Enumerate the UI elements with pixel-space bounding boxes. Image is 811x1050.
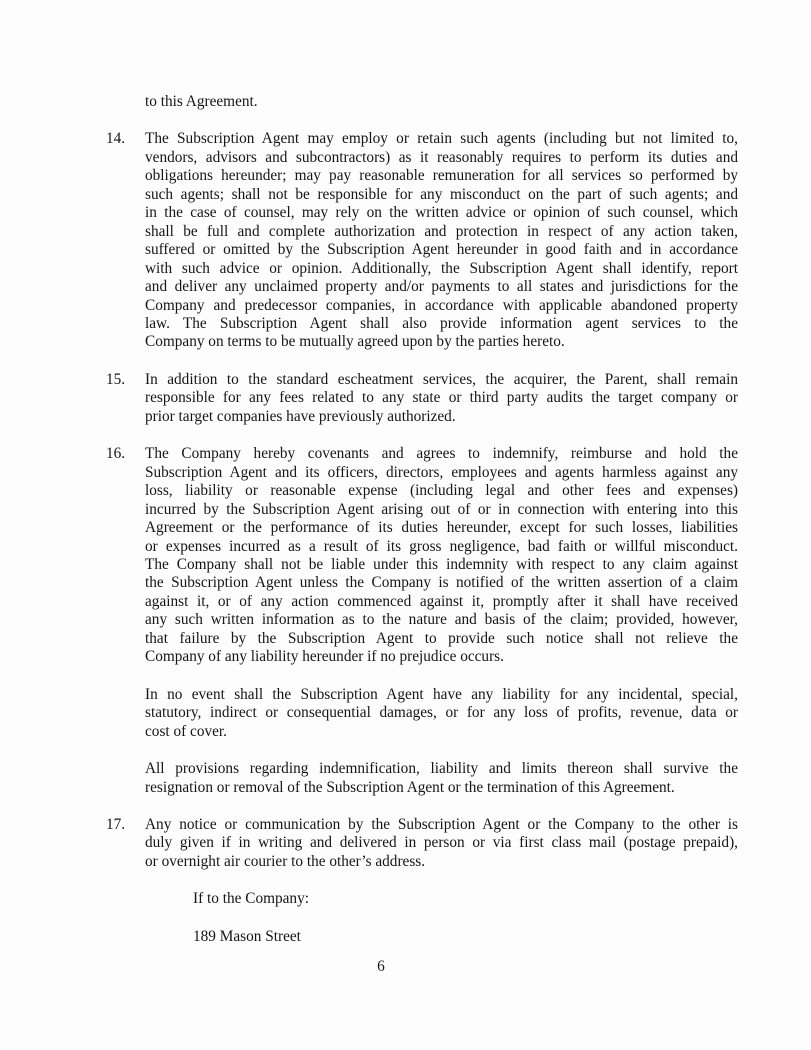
numbered-paragraph xyxy=(106,445,738,666)
paragraph-line: responsible for any fees related to any state or third party audits the target company or xyxy=(145,389,738,407)
numbered-paragraph xyxy=(106,130,738,351)
paragraph-line: Company of any liability hereunder if no prejudice occurs. xyxy=(145,648,504,666)
paragraph-body xyxy=(145,816,738,871)
paragraph-line: statutory, indirect or consequential damages, or for any loss of profits, revenue, data or xyxy=(145,704,738,722)
paragraph-line: loss, liability or reasonable expense (including legal and other fees and expenses) xyxy=(145,482,738,500)
paragraph-line: the Subscription Agent unless the Company is notified of the written assertion of a claim xyxy=(145,574,738,592)
paragraph-line: The Company hereby covenants and agrees to indemnify, reimburse and hold the xyxy=(145,445,738,463)
paragraph-body xyxy=(145,445,738,666)
paragraph-line: in the case of counsel, may rely on the written advice or opinion of such counsel, which xyxy=(145,204,738,222)
paragraph-line: Any notice or communication by the Subscription Agent or the Company to the other is xyxy=(145,815,738,833)
page-content xyxy=(106,93,738,946)
address-intro: If to the Company: xyxy=(193,890,309,908)
paragraph-line: incurred by the Subscription Agent arising out of or in connection with entering into this xyxy=(145,500,738,518)
continuation-line: to this Agreement. xyxy=(145,93,258,110)
paragraph-body xyxy=(145,371,738,426)
paragraph-number: 15. xyxy=(106,370,126,388)
paragraph-line: vendors, advisors and subcontractors) as it reasonably requires to perform its duties and xyxy=(145,148,738,166)
paragraph-number: 14. xyxy=(106,130,126,148)
paragraph-line: any such written information as to the nature and basis of the claim; provided, however, xyxy=(145,611,738,629)
page-number: 6 xyxy=(377,958,385,975)
paragraph-line: or overnight air courier to the other’s address. xyxy=(145,852,426,870)
paragraph-body xyxy=(145,686,738,741)
paragraph-number xyxy=(106,760,145,797)
sub-paragraph xyxy=(106,686,738,741)
paragraph-number: 16. xyxy=(106,445,126,463)
paragraph-body xyxy=(145,760,738,797)
paragraph-line: Company on terms to be mutually agreed upon by the parties hereto. xyxy=(145,333,565,351)
paragraph-line: shall be full and complete authorization and protection in respect of any action taken, xyxy=(145,222,738,240)
paragraph-line: prior target companies have previously authorized. xyxy=(145,407,456,425)
paragraph-line: Company and predecessor companies, in accordance with applicable abandoned property xyxy=(145,296,738,314)
address-street: 189 Mason Street xyxy=(193,927,301,945)
numbered-paragraph xyxy=(106,816,738,871)
paragraph-list xyxy=(106,130,738,871)
paragraph-number xyxy=(106,686,145,741)
paragraph-line: with such advice or opinion. Additionally, the Subscription Agent shall identify, report xyxy=(145,259,738,277)
paragraph-number: 17. xyxy=(106,815,126,833)
paragraph-body xyxy=(145,130,738,351)
paragraph-line: Subscription Agent and its officers, directors, employees and agents harmless against any xyxy=(145,463,738,481)
paragraph-line: resignation or removal of the Subscription Agent or the termination of this Agreement. xyxy=(145,778,675,796)
numbered-paragraph xyxy=(106,371,738,426)
sub-paragraph xyxy=(106,760,738,797)
paragraph-line: In addition to the standard escheatment services, the acquirer, the Parent, shall remain xyxy=(145,370,738,388)
paragraph-line: such agents; shall not be responsible for any misconduct on the part of such agents; and xyxy=(145,185,738,203)
paragraph-line: obligations hereunder; may pay reasonable remuneration for all services so performed by xyxy=(145,167,738,185)
paragraph-line: In no event shall the Subscription Agent have any liability for any incidental, special, xyxy=(145,685,738,703)
paragraph-line: suffered or omitted by the Subscription Agent hereunder in good faith and in accordance xyxy=(145,241,738,259)
paragraph-line: The Subscription Agent may employ or retain such agents (including but not limited to, xyxy=(145,130,738,148)
paragraph-line: and deliver any unclaimed property and/or payments to all states and jurisdictions for the xyxy=(145,278,738,296)
paragraph-line: Agreement or the performance of its duties hereunder, except for such losses, liabilities xyxy=(145,519,738,537)
paragraph-line: or expenses incurred as a result of its gross negligence, bad faith or willful misconduct. xyxy=(145,537,738,555)
paragraph-line: law. The Subscription Agent shall also provide information agent services to the xyxy=(145,314,738,332)
paragraph-line: duly given if in writing and delivered in person or via first class mail (postage prepaid), xyxy=(145,834,738,852)
paragraph-line: cost of cover. xyxy=(145,722,227,740)
paragraph-line: that failure by the Subscription Agent to provide such notice shall not relieve the xyxy=(145,629,738,647)
paragraph-line: The Company shall not be liable under this indemnity with respect to any claim against xyxy=(145,555,738,573)
paragraph-line: against it, or of any action commenced against it, promptly after it shall have received xyxy=(145,592,738,610)
paragraph-line: All provisions regarding indemnification, liability and limits thereon shall survive the xyxy=(145,760,738,778)
